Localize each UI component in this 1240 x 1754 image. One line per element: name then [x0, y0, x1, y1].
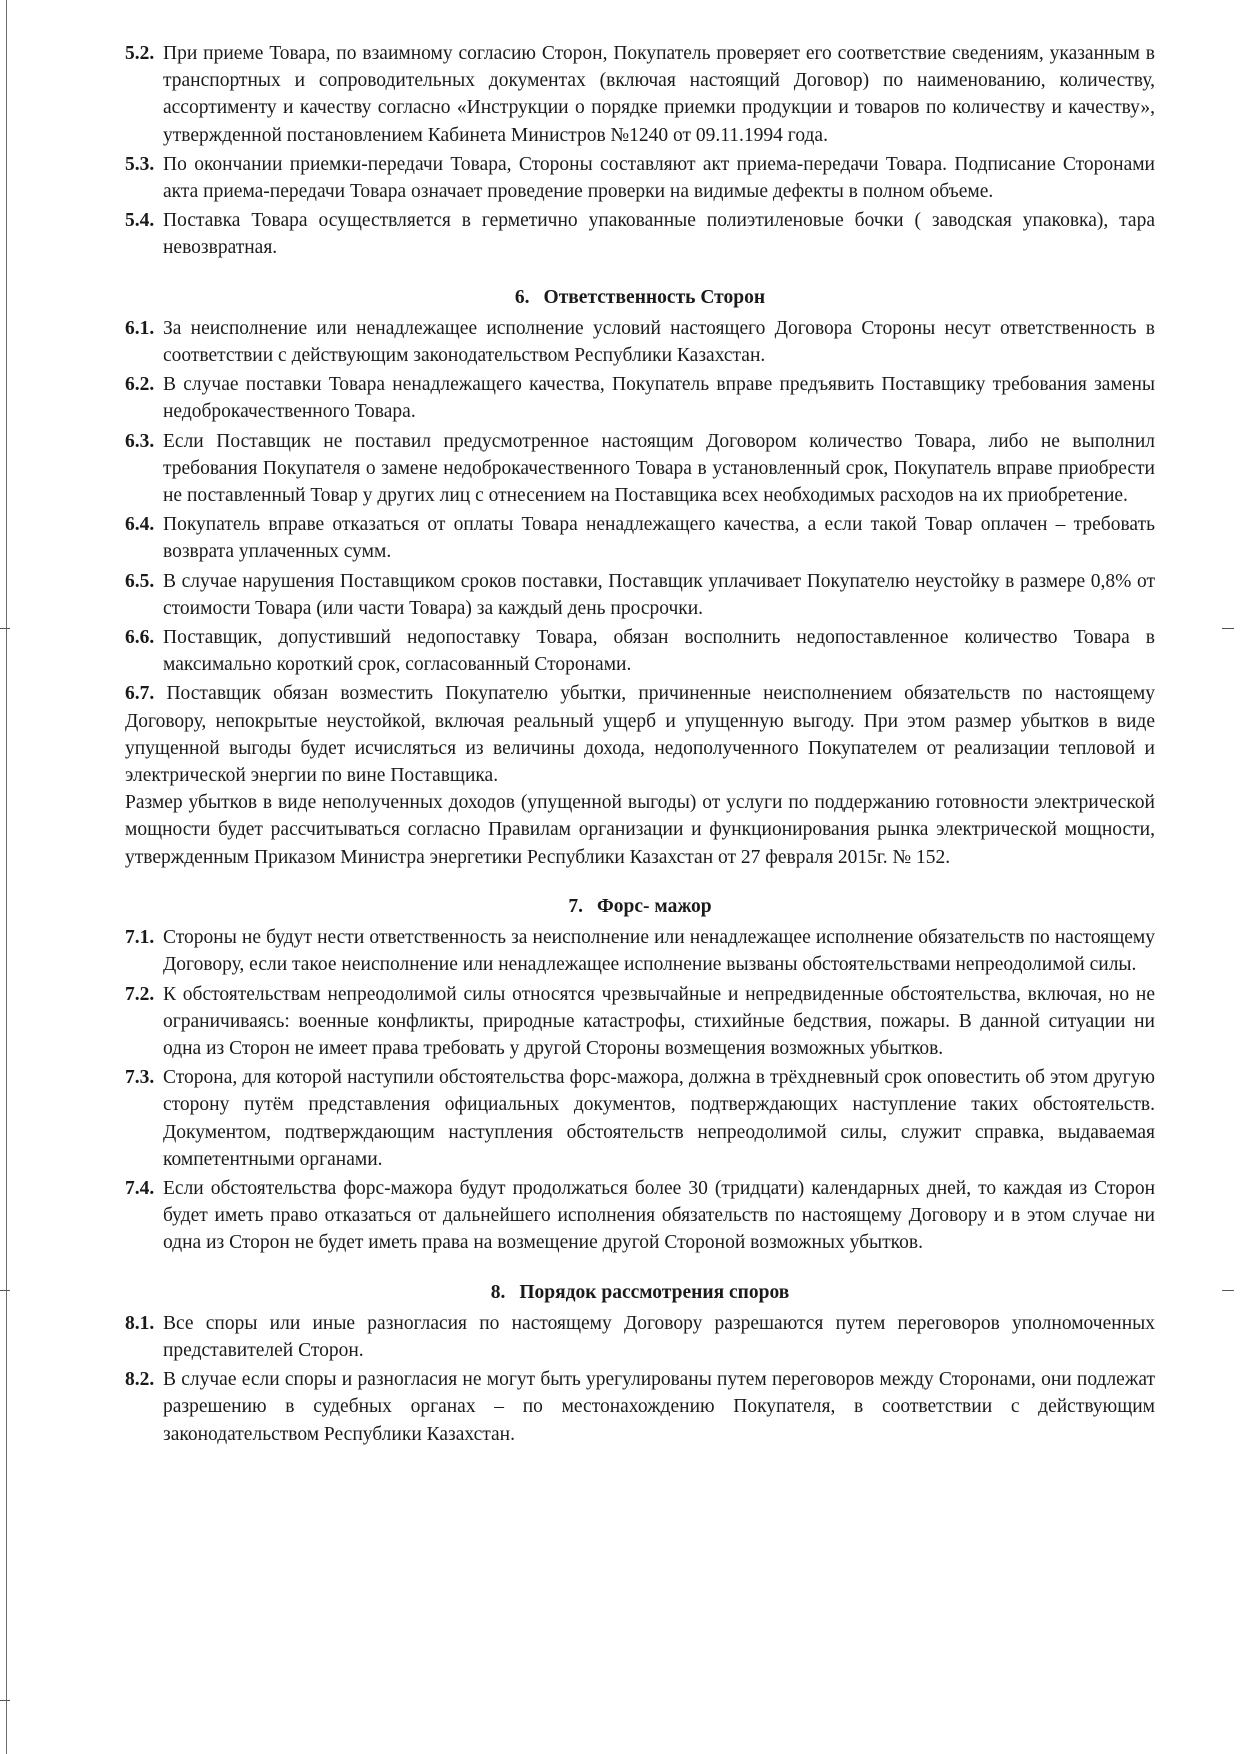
margin-tick	[0, 1700, 10, 1701]
clause-7-2	[125, 981, 1155, 1063]
clause-number: 5.3.	[125, 153, 155, 175]
section-number: 7.	[568, 895, 584, 917]
clause-number: 6.7.	[125, 683, 155, 705]
clause-text: Покупатель вправе отказаться от оплаты Товара ненадлежащего качества, а если такой Товар оплачен – требовать возврата уплаченных сумм.	[163, 514, 1155, 563]
clause-number: 6.1.	[125, 317, 155, 339]
margin-tick	[0, 628, 10, 629]
clause-text: Поставщик, допустивший недопоставку Товара, обязан восполнить недопоставленное количество Товара в максимально короткий срок, согласованный Сторонами.	[163, 627, 1155, 676]
clause-7-4	[125, 1175, 1155, 1257]
section-number: 6.	[514, 286, 530, 308]
clause-6-4	[125, 511, 1155, 565]
clause-number: 5.4.	[125, 210, 155, 232]
margin-tick	[1222, 1290, 1234, 1291]
clause-number: 6.5.	[125, 570, 155, 592]
section-7-heading	[125, 893, 1155, 920]
clause-6-3	[125, 428, 1155, 510]
clause-text: Поставщик обязан возместить Покупателю убытки, причиненные неисполнением обязательств по настоящему Договору, непокрытые неустойкой, включая реальный ущерб и упущенную выгоду. При этом размер убытков в виде упущенной выгоды будет исчисляться из величины дохода, недополученного Покупателем от реализации тепловой и электрической энергии по вине Поставщика.	[125, 683, 1155, 787]
clause-number: 8.1.	[125, 1312, 155, 1334]
clause-text: Стороны не будут нести ответственность за неисполнение или ненадлежащее исполнение обязательств по настоящему Договору, если такое неисполнение или ненадлежащее исполнение вызваны обстоятельствами непреодолимой силы.	[163, 927, 1155, 976]
clause-number: 7.3.	[125, 1067, 155, 1089]
clause-5-4	[125, 207, 1155, 261]
clause-text: В случае если споры и разногласия не могут быть урегулированы путем переговоров между Сторонами, они подлежат разрешению в судебных органах – по местонахождению Покупателя, в соответствии с действующим законодательством Республики Казахстан.	[163, 1369, 1155, 1445]
clause-5-2	[125, 40, 1155, 149]
clause-7-1	[125, 924, 1155, 978]
clause-number: 8.2.	[125, 1369, 155, 1391]
clause-text: Сторона, для которой наступили обстоятельства форс-мажора, должна в трёхдневный срок оповестить об этом другую сторону путём представления официальных документов, подтверждающих наступление таких обстоятельств. Документом, подтверждающим наступления обстоятельств непреодолимой силы, служит справка, выдаваемая компетентными органами.	[163, 1067, 1155, 1170]
clause-number: 7.4.	[125, 1177, 155, 1199]
margin-tick	[0, 1290, 10, 1291]
clause-number: 6.2.	[125, 374, 155, 396]
losses-paragraph: Размер убытков в виде неполученных доходов (упущенной выгоды) от услуги по поддержанию готовности электрической мощности будет рассчитываться согласно Правилам организации и функционирования рынка электрической мощности, утвержденным Приказом Министра энергетики Республики Казахстан от 27 февраля 2015г. № 152.	[125, 792, 1155, 868]
clause-6-7	[125, 680, 1155, 789]
clause-text: В случае поставки Товара ненадлежащего качества, Покупатель вправе предъявить Поставщику требования замены недоброкачественного Товара.	[163, 374, 1155, 423]
section-title: Ответственность Сторон	[543, 286, 766, 308]
clause-text: По окончании приемки-передачи Товара, Стороны составляют акт приема-передачи Товара. Подписание Сторонами акта приема-передачи Товара означает проведение проверки на видимые дефекты в полном объеме.	[163, 153, 1155, 203]
clause-number: 5.2.	[125, 43, 155, 64]
clause-8-2	[125, 1366, 1155, 1448]
clause-7-3	[125, 1064, 1155, 1173]
document-body	[125, 40, 1155, 1450]
clause-8-1	[125, 1310, 1155, 1364]
clause-6-2	[125, 371, 1155, 425]
margin-tick	[1222, 628, 1234, 629]
clause-number: 6.6.	[125, 627, 155, 649]
clause-number: 7.2.	[125, 983, 155, 1005]
scan-border-line	[6, 0, 7, 1754]
clause-number: 6.4.	[125, 514, 155, 536]
clause-text: К обстоятельствам непреодолимой силы относятся чрезвычайные и непредвиденные обстоятельства, включая, но не ограничиваясь: военные конфликты, природные катастрофы, стихийные бедствия, пожары. В данной ситуации ни одна из Сторон не имеет права требовать у другой Стороны возмещения возможных убытков.	[163, 983, 1155, 1059]
section-number: 8.	[490, 1281, 506, 1303]
section-6-heading	[125, 284, 1155, 311]
clause-text: Если Поставщик не поставил предусмотренное настоящим Договором количество Товара, либо не выполнил требования Покупателя о замене недоброкачественного Товара в установленный срок, Покупатель вправе приобрести не поставленный Товар у других лиц с отнесением на Поставщика всех необходимых расходов на их приобретение.	[163, 430, 1155, 507]
clause-text: За неисполнение или ненадлежащее исполнение условий настоящего Договора Стороны несут ответственность в соответствии с действующим законодательством Республики Казахстан.	[163, 317, 1155, 367]
clause-text: При приеме Товара, по взаимному согласию Сторон, Покупатель проверяет его соответствие сведениям, указанным в транспортных и сопроводительных документах (включая настоящий Договор) по наименованию, количеству, ассортименту и качеству согласно «Инструкции о порядке приемки продукции и товаров по количеству и качеству», утвержденной постановлением Кабинета Министров №1240 от 09.11.1994 года.	[163, 43, 1155, 146]
section-8-heading	[125, 1279, 1155, 1306]
clause-text: Поставка Товара осуществляется в герметично упакованные полиэтиленовые бочки ( заводская упаковка), тара невозвратная.	[163, 210, 1155, 259]
section-title: Порядок рассмотрения споров	[519, 1281, 790, 1303]
clause-text: В случае нарушения Поставщиком сроков поставки, Поставщик уплачивает Покупателю неустойку в размере 0,8% от стоимости Товара (или части Товара) за каждый день просрочки.	[163, 570, 1155, 619]
clause-6-1	[125, 315, 1155, 369]
clause-5-3	[125, 151, 1155, 205]
clause-6-5	[125, 568, 1155, 622]
section-title: Форс- мажор	[597, 895, 712, 917]
clause-text: Все споры или иные разногласия по настоящему Договору разрешаются путем переговоров уполномоченных представителей Сторон.	[163, 1312, 1155, 1361]
clause-6-6	[125, 624, 1155, 678]
clause-number: 6.3.	[125, 430, 155, 452]
clause-number: 7.1.	[125, 927, 155, 949]
clause-text: Если обстоятельства форс-мажора будут продолжаться более 30 (тридцати) календарных дней, то каждая из Сторон будет иметь право отказаться от дальнейшего исполнения обязательств по настоящему Договору и в этом случае ни одна из Сторон не будет иметь права на возмещение другой Стороной возможных убытков.	[163, 1177, 1155, 1254]
